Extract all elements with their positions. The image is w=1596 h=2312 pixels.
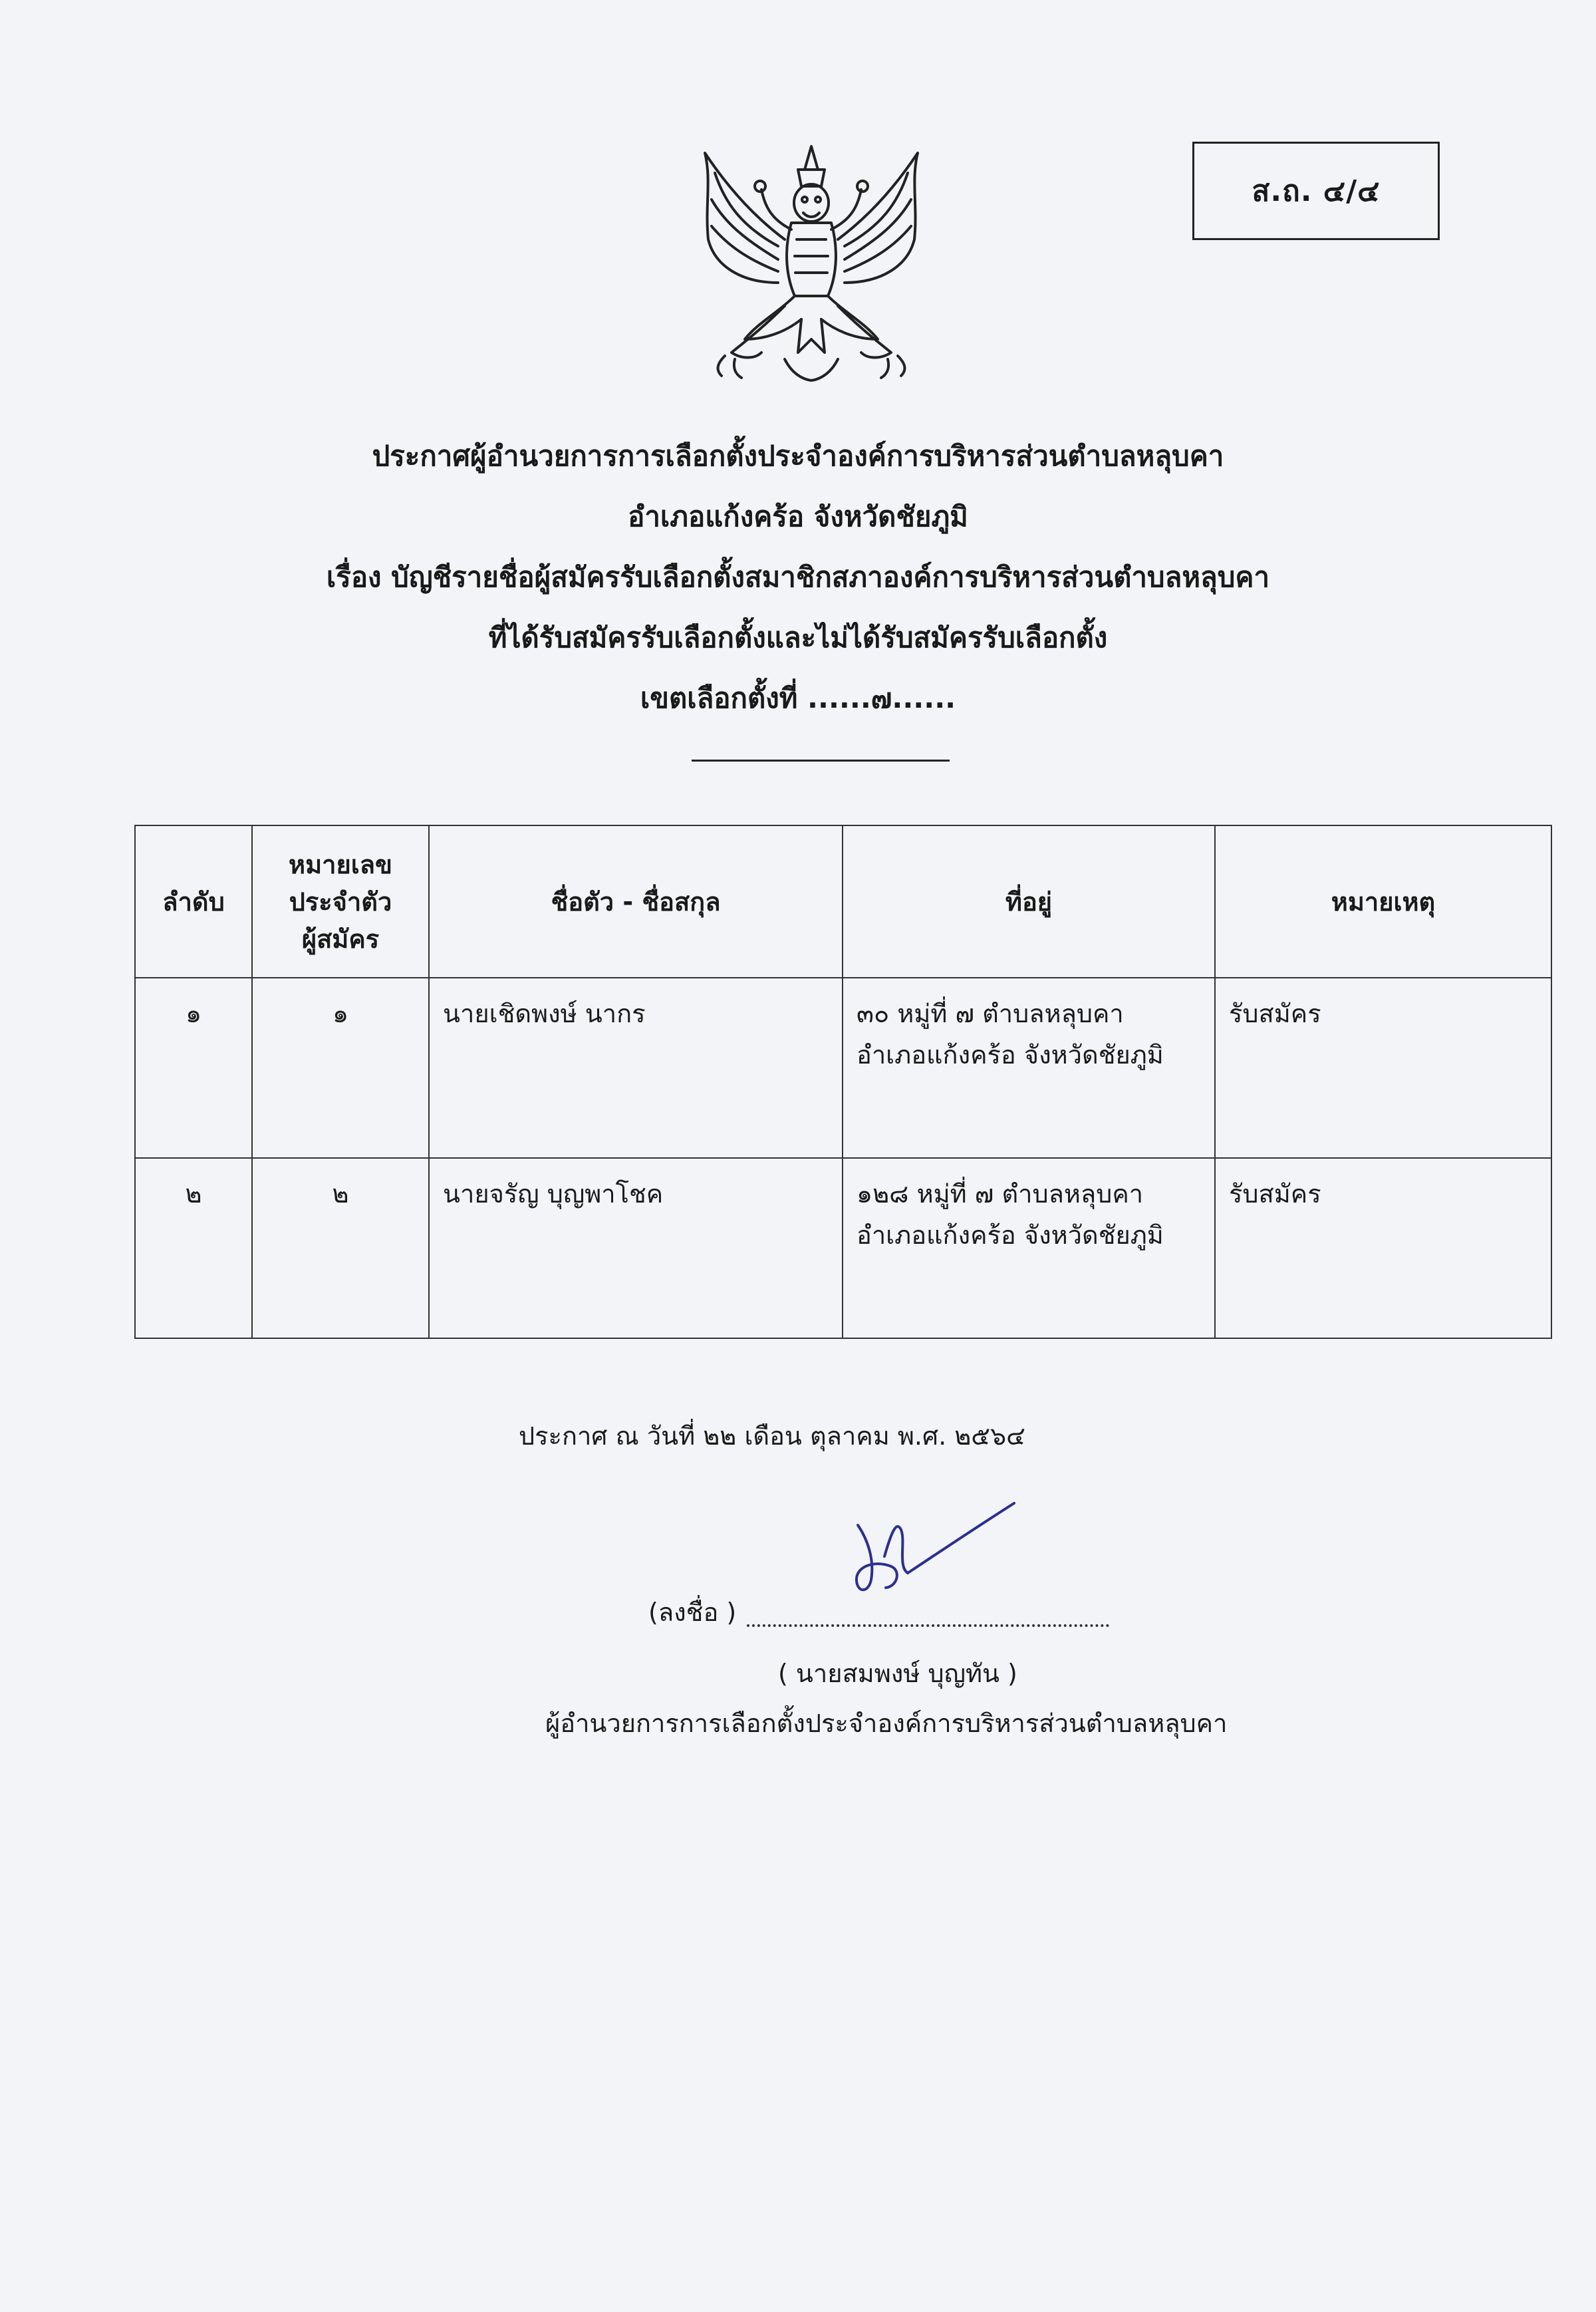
signature-dotted-line [747,1624,1109,1627]
row-order: ๒ [135,1158,252,1338]
signature-line [648,1592,1109,1632]
row-address-line-1: ๑๒๘ หมู่ที่ ๗ ตำบลหลุบคา [857,1179,1144,1209]
row-name: นายเชิดพงษ์ นากร [429,978,843,1158]
table-header-row [135,825,1551,978]
form-code: ส.ถ. ๔/๔ [1252,174,1381,208]
row-candidate-number: ๒ [252,1158,429,1338]
form-code-box [1192,142,1440,240]
header-name: ชื่อตัว - ชื่อสกุล [429,825,843,978]
handwritten-signature [845,1493,1024,1606]
announcement-date: ประกาศ ณ วันที่ ๒๒ เดือน ตุลาคม พ.ศ. ๒๕๖๔ [519,1421,1025,1451]
row-address [843,978,1215,1158]
row-address-line-1: ๓๐ หมู่ที่ ๗ ตำบลหลุบคา [857,999,1124,1028]
announcement-heading [200,426,1396,728]
header-remark: หมายเหตุ [1215,825,1551,978]
sign-label: (ลงชื่อ ) [648,1598,737,1627]
heading-line-5: เขตเลือกตั้งที่ ......๗...... [640,682,956,714]
row-address-line-2: อำเภอแก้งคร้อ จังหวัดชัยภูมิ [857,1040,1164,1070]
signer-title: ผู้อำนวยการการเลือกตั้งประจำองค์การบริหารส่วนตำบลหลุบคา [545,1709,1228,1738]
table-row [135,1158,1551,1338]
row-address-line-2: อำเภอแก้งคร้อ จังหวัดชัยภูมิ [857,1221,1164,1250]
heading-line-2: อำเภอแก้งคร้อ จังหวัดชัยภูมิ [628,500,968,533]
row-remark: รับสมัคร [1215,978,1551,1158]
header-number-line-2: ประจำตัว [289,887,392,917]
table-row [135,978,1551,1158]
candidate-table [134,825,1552,1339]
header-number-line-1: หมายเลข [289,849,392,879]
row-candidate-number: ๑ [252,978,429,1158]
header-candidate-number [252,825,429,978]
row-order: ๑ [135,978,252,1158]
header-order: ลำดับ [135,825,252,978]
row-address [843,1158,1215,1338]
garuda-emblem-icon [685,140,938,386]
heading-line-1: ประกาศผู้อำนวยการการเลือกตั้งประจำองค์การบริหารส่วนตำบลหลุบคา [372,440,1224,472]
heading-line-4: ที่ได้รับสมัครรับเลือกตั้งและไม่ได้รับสมัครรับเลือกตั้ง [488,621,1108,654]
header-number-line-3: ผู้สมัคร [301,924,380,954]
signer-name: ( นายสมพงษ์ บุญทัน ) [778,1659,1017,1688]
header-address: ที่อยู่ [843,825,1215,978]
row-remark: รับสมัคร [1215,1158,1551,1338]
heading-divider [692,760,950,762]
heading-line-3: เรื่อง บัญชีรายชื่อผู้สมัครรับเลือกตั้งสมาชิกสภาองค์การบริหารส่วนตำบลหลุบคา [326,561,1270,593]
row-name: นายจรัญ บุญพาโชค [429,1158,843,1338]
